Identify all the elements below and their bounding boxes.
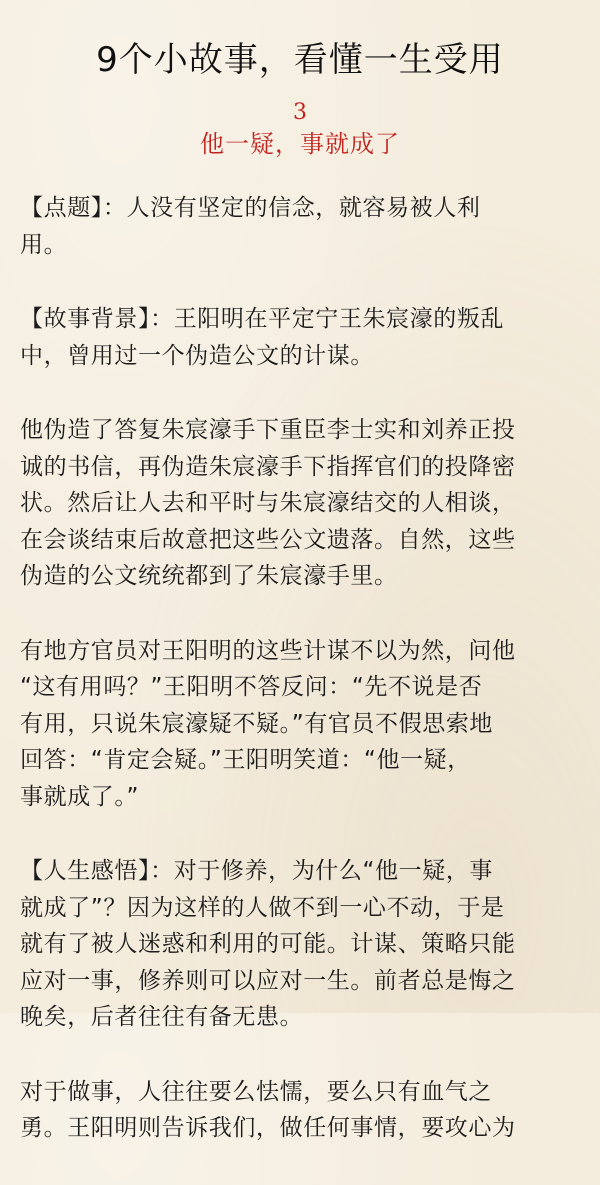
paragraph-doing-things: 对于做事，人往往要么怯懦，要么只有血气之 勇。王阳明则告诉我们，做任何事情，要攻心为 [20, 1078, 516, 1141]
chapter-number: 3 [293, 100, 307, 125]
chapter-title: 他一疑，事就成了 [200, 130, 400, 158]
paragraph-background: 【故事背景】：王阳明在平定宁王朱宸濠的叛乱 中，曾用过一个伪造公文的计谋。 [20, 306, 505, 369]
paragraph-forgery: 他伪造了答复朱宸濠手下重臣李士实和刘养正投 诚的书信，再伪造朱宸濠手下指挥官们的投降密 状。然后让人去和平时与朱宸濠结交的人相谈， 在会谈结束后故意把这些公文遗落。自然，这些 伪造的公文统统都到了朱宸濠手里。 [20, 417, 516, 589]
paragraph-insight: 【人生感悟】：对于修养，为什么“他一疑，事 就成了”？因为这样的人做不到一心不动，于是 就有了被人迷惑和利用的可能。计谋、策略只能 应对一事，修养则可以应对一生。前者总是悔之 晚矣，后者往往有备无患。 [20, 858, 516, 1030]
paragraph-theme: 【点题】：人没有坚定的信念，就容易被人利 用。 [20, 195, 481, 258]
article-body [20, 190, 582, 1185]
paragraph-dialogue: 有地方官员对王阳明的这些计谋不以为然，问他 “这有用吗？”王阳明不答反问：“先不说是否 有用，只说朱宸濠疑不疑。”有官员不假思索地 回答：“肯定会疑。”王阳明笑道：“他一疑， 事就成了。” [20, 637, 516, 810]
article-title: 9个小故事，看懂一生受用 [96, 40, 504, 80]
